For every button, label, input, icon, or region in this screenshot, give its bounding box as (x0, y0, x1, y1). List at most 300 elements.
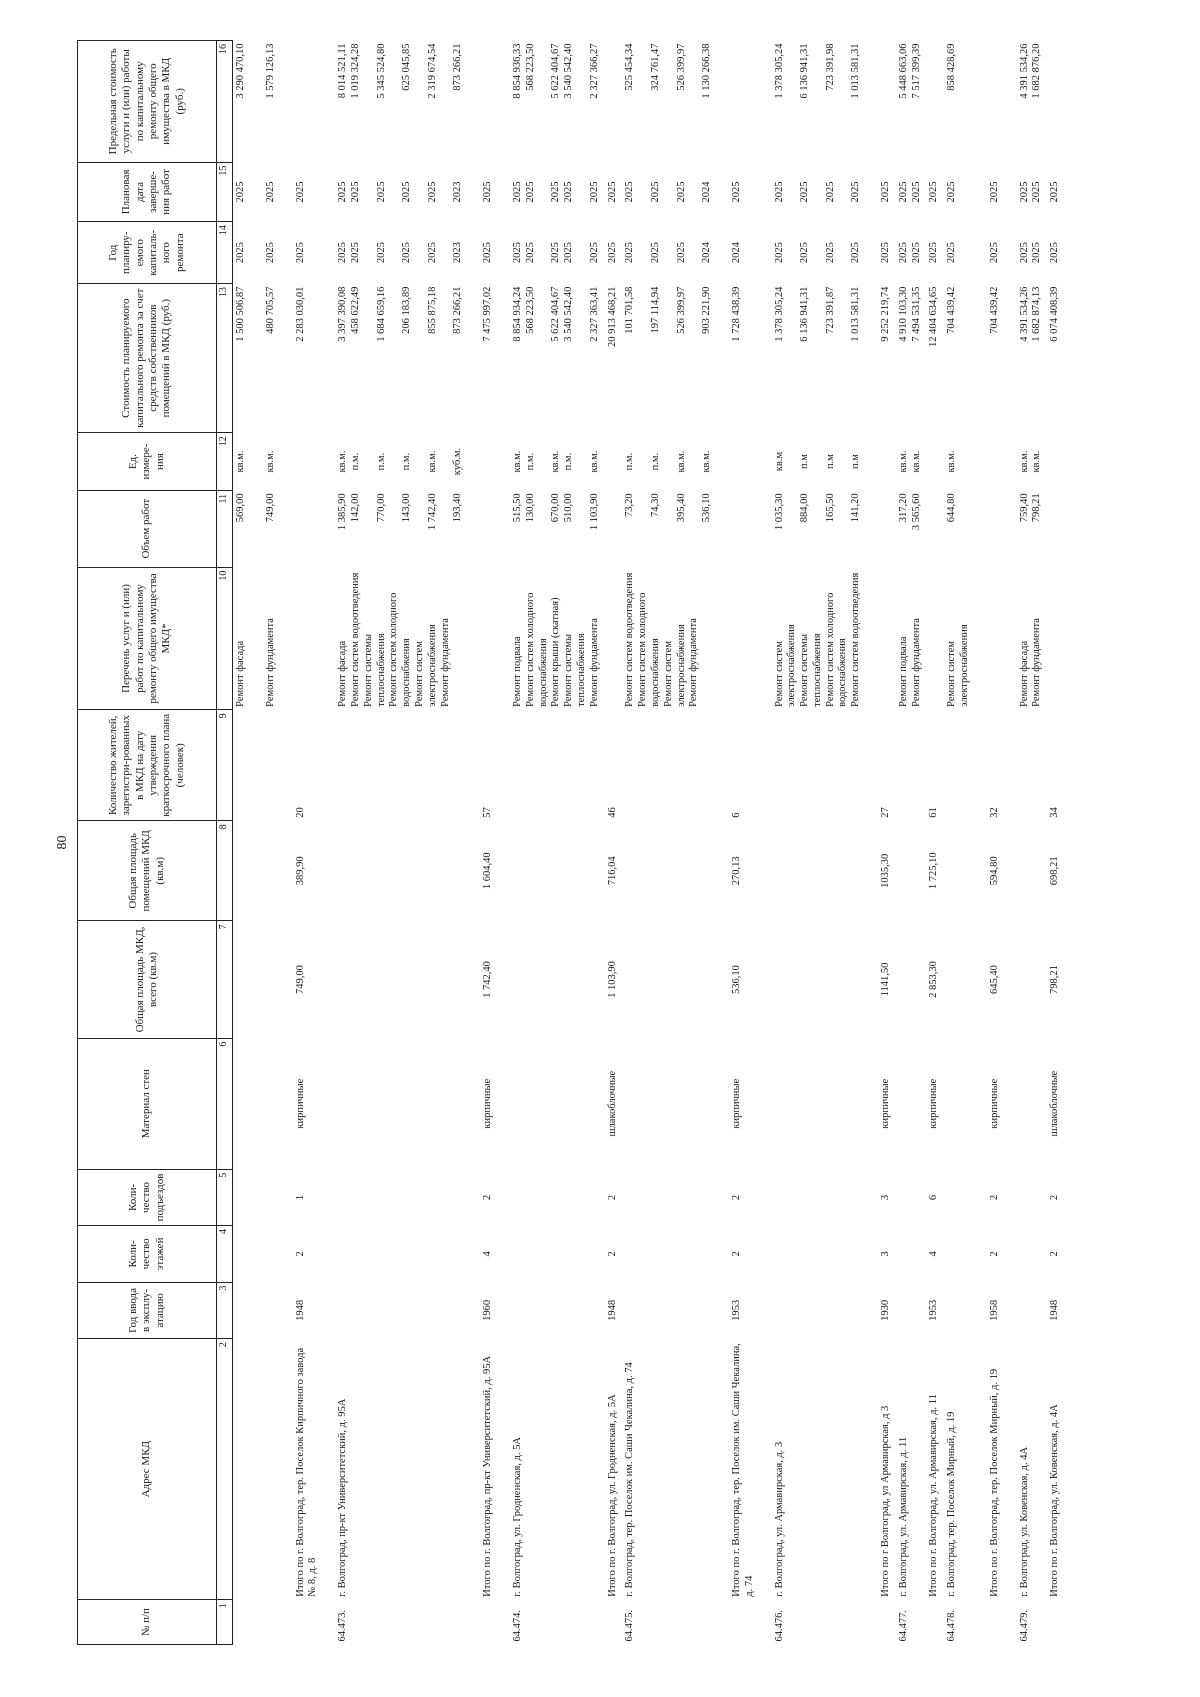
unit-cell (973, 433, 1003, 491)
volume-cell-line: 395,40 (675, 493, 687, 523)
column-header: Ед. измере-ния (78, 433, 217, 491)
column-number: 11 (217, 490, 233, 567)
plan-year-cell (321, 222, 466, 284)
completion-date-cell-line: 2025 (511, 181, 523, 203)
completion-date-cell-line: 2025 (624, 181, 636, 203)
rooms-area-cell (758, 821, 865, 921)
completion-date-cell-line: 2025 (264, 181, 276, 203)
works-cell-line: Ремонт фасада (337, 640, 349, 707)
total-row (715, 41, 758, 1645)
volume-cell-line: 536,10 (701, 493, 713, 523)
plan-year-cell-line: 2025 (799, 242, 811, 264)
column-header: Стоимость планируемого капитального ремонта за счет средств собственников помещений в МКД (руб.) (78, 284, 217, 433)
cost-cell-line: 4 910 103,30 (897, 286, 909, 342)
plan-year-cell-line: 2025 (850, 242, 862, 264)
completion-date-cell-line (812, 165, 825, 219)
year-cell (894, 1282, 925, 1338)
plan-year-cell-line: 2023 (452, 242, 464, 264)
volume-cell-line: 670,00 (550, 493, 562, 523)
address-cell: Итого по г. Волгоград, тер. Поселок Кирпичного завода № 8, д. 8 (294, 1347, 319, 1597)
floors-cell (942, 1226, 973, 1282)
address-cell: г. Волгоград, ул. Гродненская, д. 5А (511, 1437, 523, 1597)
plan-year-cell-line: 2025 (606, 242, 618, 264)
plan-year-cell-line: 2025 (946, 242, 958, 264)
works-cell-line: Ремонт систем холодного водоснабжения (637, 592, 661, 707)
plan-year-cell-line: 2025 (426, 242, 438, 264)
year-cell: 1953 (928, 1299, 940, 1321)
column-header: Год ввода в эксплу-атацию (78, 1282, 217, 1338)
volume-cell-line: 3 565,60 (910, 493, 922, 531)
works-cell-line: Ремонт подвала (897, 636, 909, 707)
completion-date-cell (1003, 162, 1046, 222)
works-cell-line: Ремонт фундамента (910, 618, 922, 707)
table-row (496, 41, 603, 1645)
total-area-cell (942, 921, 973, 1038)
works-cell (620, 567, 715, 710)
year-cell (620, 1282, 715, 1338)
row-number: 64.478. (946, 1610, 958, 1642)
year-cell: 1958 (988, 1299, 1000, 1321)
total-area-cell: 749,00 (294, 965, 306, 994)
cost-cell-line: 3 540 542,40 (563, 286, 575, 342)
completion-date-cell-line: 2025 (649, 181, 661, 203)
limit-cost-cell (321, 41, 466, 163)
plan-year-cell (466, 222, 496, 284)
cost-cell-line: 1 500 506,87 (235, 286, 246, 342)
column-header: Общая площадь МКД, всего (кв.м) (78, 921, 217, 1038)
plan-year-cell-line (837, 225, 850, 281)
unit-cell-line: п.м (850, 454, 862, 469)
completion-date-cell (603, 162, 621, 222)
plan-year-cell-line: 2025 (675, 242, 687, 264)
row-number (603, 1600, 621, 1645)
total-area-cell (321, 921, 466, 1038)
plan-year-cell (758, 222, 865, 284)
wall-material-cell: кирпичные (294, 1078, 306, 1129)
total-area-cell: 1141,50 (880, 962, 892, 997)
total-row (973, 41, 1003, 1645)
residents-cell (321, 710, 466, 821)
completion-date-cell (496, 162, 603, 222)
volume-cell (715, 490, 758, 567)
column-number: 13 (217, 284, 233, 433)
limit-cost-cell-line (812, 44, 825, 160)
cost-cell-line (576, 287, 589, 430)
works-cell-line: Ремонт фасада (235, 640, 246, 707)
plan-year-cell (1045, 222, 1063, 284)
column-number: 12 (217, 433, 233, 491)
table-row (233, 41, 249, 1645)
limit-cost-cell (1045, 41, 1063, 163)
works-cell-line: Ремонт фундамента (688, 618, 700, 707)
entrances-cell: 2 (482, 1194, 494, 1201)
limit-cost-cell (942, 41, 973, 163)
plan-year-cell (279, 222, 322, 284)
year-cell: 1948 (1049, 1299, 1061, 1321)
plan-year-cell (249, 222, 279, 284)
entrances-cell (233, 1169, 249, 1225)
completion-date-cell-line (837, 165, 850, 219)
plan-year-cell (603, 222, 621, 284)
volume-cell-line: 1 103,90 (588, 493, 600, 531)
volume-cell-line: 143,00 (401, 493, 413, 523)
works-cell (1003, 567, 1046, 710)
column-header: Объем работ (78, 490, 217, 567)
residents-cell (758, 710, 865, 821)
volume-cell (466, 490, 496, 567)
address-cell: г. Волгоград, тер. Поселок Мирный, д. 19 (946, 1411, 958, 1597)
row-number (715, 1600, 758, 1645)
plan-year-cell (864, 222, 894, 284)
limit-cost-cell (466, 41, 496, 163)
plan-year-cell-line: 2025 (401, 242, 413, 264)
works-cell (496, 567, 603, 710)
cost-cell-line: 5 622 404,67 (550, 286, 562, 342)
limit-cost-cell-line (538, 44, 551, 160)
works-cell-line: Ремонт фундамента (264, 618, 276, 707)
wall-material-cell: кирпичные (880, 1078, 892, 1129)
works-cell-line: Ремонт систем холодного водоснабжения (524, 592, 549, 707)
row-number (1045, 1600, 1063, 1645)
address-cell: Итого по г. Волгоград, ул. Гродненская, д. 5А (606, 1394, 618, 1597)
rooms-area-cell: 1 604,40 (482, 852, 494, 890)
column-number-row (217, 41, 233, 1645)
volume-cell (973, 490, 1003, 567)
entrances-cell: 2 (988, 1194, 1000, 1201)
limit-cost-cell (1003, 41, 1046, 163)
limit-cost-cell-line (388, 44, 401, 160)
volume-cell (894, 490, 925, 567)
plan-year-cell-line (812, 225, 825, 281)
total-area-cell: 645,40 (988, 965, 1000, 994)
column-header: Материал стен (78, 1038, 217, 1169)
unit-cell-line (414, 436, 427, 488)
limit-cost-cell-line (837, 44, 850, 160)
residents-cell (249, 710, 279, 821)
works-cell-line: Ремонт систем электроснабжения (946, 624, 971, 707)
cost-cell-line (837, 287, 850, 430)
limit-cost-cell-line: 2 319 674,54 (426, 43, 438, 99)
row-number: 64.479. (1018, 1610, 1030, 1642)
works-cell (942, 567, 973, 710)
volume-cell (942, 490, 973, 567)
residents-cell: 6 (730, 812, 742, 818)
residents-cell: 34 (1049, 807, 1061, 818)
wall-material-cell (620, 1038, 715, 1169)
floors-cell: 2 (606, 1251, 618, 1257)
year-cell (1003, 1282, 1046, 1338)
completion-date-cell-line: 2025 (988, 181, 1000, 203)
cost-cell-line: 9 252 219,74 (880, 286, 892, 342)
unit-cell-line: кв.м. (550, 450, 562, 473)
cost-cell (1003, 284, 1046, 433)
cost-cell-line: 7 494 531,35 (910, 286, 922, 342)
unit-cell-line: п.м. (649, 452, 661, 471)
plan-year-cell (496, 222, 603, 284)
completion-date-cell-line: 2025 (824, 181, 836, 203)
total-row (603, 41, 621, 1645)
limit-cost-cell (758, 41, 865, 163)
table-row (758, 41, 865, 1645)
row-number (466, 1600, 496, 1645)
completion-date-cell-line: 2025 (349, 181, 361, 203)
plan-year-cell-line (786, 225, 799, 281)
cost-cell (233, 284, 249, 433)
cost-cell-line (688, 287, 701, 430)
completion-date-cell (924, 162, 942, 222)
wall-material-cell (249, 1038, 279, 1169)
unit-cell-line (786, 436, 799, 488)
limit-cost-cell (249, 41, 279, 163)
column-header: Коли-чество подъездов (78, 1169, 217, 1225)
limit-cost-cell (603, 41, 621, 163)
limit-cost-cell (894, 41, 925, 163)
entrances-cell (496, 1169, 603, 1225)
year-cell: 1948 (294, 1299, 306, 1321)
floors-cell: 2 (294, 1251, 306, 1257)
works-cell-line: Ремонт системы теплоснабжения (563, 633, 587, 707)
plan-year-cell-line: 2025 (588, 242, 600, 264)
completion-date-cell (321, 162, 466, 222)
plan-year-cell-line (363, 225, 376, 281)
cost-cell-line (663, 287, 676, 430)
address-cell: Итого по г. Волгоград, ул. Ковенская, д. 4А (1049, 1404, 1061, 1597)
entrances-cell: 2 (1049, 1194, 1061, 1201)
cost-cell (1045, 284, 1063, 433)
cost-cell-line: 1 682 874,13 (1031, 286, 1043, 342)
works-cell (249, 567, 279, 710)
unit-cell (758, 433, 865, 491)
page-number: 80 (55, 835, 70, 850)
volume-cell-line (663, 493, 676, 564)
floors-cell: 3 (880, 1251, 892, 1257)
completion-date-cell-line (440, 165, 453, 219)
unit-cell-line: кв.м. (675, 450, 687, 473)
rooms-area-cell: 389,90 (294, 856, 306, 886)
year-cell (249, 1282, 279, 1338)
works-cell-line: Ремонт систем водоотведения (850, 572, 862, 707)
completion-date-cell-line: 2024 (701, 181, 713, 203)
plan-year-cell-line: 2025 (482, 242, 494, 264)
address-cell (249, 1339, 279, 1600)
residents-cell: 46 (606, 807, 618, 818)
volume-cell-line: 130,00 (524, 493, 536, 523)
completion-date-cell-line: 2025 (910, 181, 922, 203)
row-number: 64.474. (511, 1610, 523, 1642)
volume-cell-line: 749,00 (264, 493, 276, 523)
row-number: 64.475. (624, 1610, 636, 1642)
completion-date-cell-line (637, 165, 650, 219)
total-area-cell (496, 921, 603, 1038)
address-cell: г. Волгоград, ул. Армавирская, д. 11 (897, 1436, 909, 1597)
unit-cell-line (363, 436, 376, 488)
volume-cell-line (538, 493, 551, 564)
volume-cell (620, 490, 715, 567)
volume-cell-line: 1 385,90 (337, 493, 349, 531)
plan-year-cell-line: 2025 (294, 242, 306, 264)
volume-cell (321, 490, 466, 567)
plan-year-cell-line (663, 225, 676, 281)
cost-cell-line: 20 913 468,21 (606, 286, 618, 347)
cost-cell (715, 284, 758, 433)
residents-cell: 27 (880, 807, 892, 818)
column-number: 6 (217, 1038, 233, 1169)
unit-cell (715, 433, 758, 491)
completion-date-cell (758, 162, 865, 222)
unit-cell-line: кв.м. (701, 450, 713, 473)
entrances-cell (758, 1169, 865, 1225)
completion-date-cell-line: 2025 (773, 181, 785, 203)
unit-cell-line: кв.м. (264, 450, 276, 473)
unit-cell-line: кв.м. (1031, 450, 1043, 473)
limit-cost-cell-line: 3 540 542,40 (563, 43, 575, 99)
unit-cell-line: п.м (824, 454, 836, 469)
unit-cell-line: п.м. (524, 452, 536, 471)
volume-cell-line: 510,00 (563, 493, 575, 523)
wall-material-cell: шлакоблочные (606, 1070, 618, 1137)
unit-cell-line (388, 436, 401, 488)
total-area-cell: 798,21 (1049, 965, 1061, 994)
cost-cell-line: 855 875,18 (426, 286, 438, 334)
completion-date-cell-line: 2025 (588, 181, 600, 203)
completion-date-cell-line: 2025 (337, 181, 349, 203)
limit-cost-cell-line: 7 517 399,39 (910, 43, 922, 99)
works-cell (715, 567, 758, 710)
cost-cell-line: 1 684 659,16 (375, 286, 387, 342)
entrances-cell: 6 (928, 1194, 940, 1201)
cost-cell-line: 903 221,90 (701, 286, 713, 334)
column-number: 8 (217, 821, 233, 921)
total-area-cell: 1 742,40 (482, 961, 494, 998)
completion-date-cell-line: 2025 (675, 181, 687, 203)
rooms-area-cell (249, 821, 279, 921)
table-row (894, 41, 925, 1645)
works-cell-line: Ремонт подвала (511, 636, 523, 707)
works-cell-line: Ремонт фундамента (439, 618, 451, 707)
completion-date-cell-line: 2025 (850, 181, 862, 203)
cost-cell-line: 723 391,87 (824, 286, 836, 334)
year-cell: 1960 (482, 1299, 494, 1321)
works-cell-line: Ремонт систем электроснабжения (662, 624, 687, 707)
cost-cell-line: 1 378 305,24 (773, 286, 785, 342)
entrances-cell (249, 1169, 279, 1225)
completion-date-cell-line: 2025 (897, 181, 909, 203)
volume-cell (233, 490, 249, 567)
limit-cost-cell-line (688, 44, 701, 160)
limit-cost-cell-line: 6 136 941,31 (799, 43, 811, 99)
address-cell: г. Волгоград, ул. Армавирская, д. 3 (773, 1441, 785, 1597)
completion-date-cell-line: 2025 (426, 181, 438, 203)
entrances-cell (894, 1169, 925, 1225)
plan-year-cell-line (538, 225, 551, 281)
works-cell-line: Ремонт систем водоотведения (624, 572, 636, 707)
unit-cell-line: кв.м. (235, 450, 246, 473)
column-header: Адрес МКД (78, 1339, 217, 1600)
column-number: 16 (217, 41, 233, 163)
wall-material-cell (894, 1038, 925, 1169)
wall-material-cell: кирпичные (988, 1078, 1000, 1129)
unit-cell (321, 433, 466, 491)
row-number (973, 1600, 1003, 1645)
plan-year-cell (942, 222, 973, 284)
entrances-cell (1003, 1169, 1046, 1225)
cost-cell-line: 3 397 390,08 (337, 286, 349, 342)
total-row (864, 41, 894, 1645)
column-header: Количество жителей, зарегистри-рованных в МКД на дату утверждения краткосрочного плана (человек) (78, 710, 217, 821)
limit-cost-cell (620, 41, 715, 163)
limit-cost-cell-line: 2 327 366,27 (588, 43, 600, 99)
cost-cell-line (538, 287, 551, 430)
cost-cell-line: 8 854 934,24 (511, 286, 523, 342)
completion-date-cell (715, 162, 758, 222)
plan-year-cell-line: 2025 (337, 242, 349, 264)
rooms-area-cell: 716,04 (606, 856, 618, 886)
completion-date-cell-line (414, 165, 427, 219)
works-cell (924, 567, 942, 710)
works-cell-line: Ремонт фасада (1018, 640, 1030, 707)
table-row (249, 41, 279, 1645)
total-area-cell (249, 921, 279, 1038)
completion-date-cell-line: 2025 (482, 181, 494, 203)
wall-material-cell (233, 1038, 249, 1169)
volume-cell-line (837, 493, 850, 564)
limit-cost-cell-line: 5 448 663,06 (897, 43, 909, 99)
year-cell (233, 1282, 249, 1338)
unit-cell-line: куб.м. (452, 447, 464, 476)
unit-cell-line (576, 436, 589, 488)
completion-date-cell-line: 2025 (375, 181, 387, 203)
completion-date-cell-line: 2025 (880, 181, 892, 203)
limit-cost-cell-line (786, 44, 799, 160)
completion-date-cell-line (538, 165, 551, 219)
plan-year-cell-line (576, 225, 589, 281)
cost-cell-line: 2 283 030,01 (294, 286, 306, 342)
completion-date-cell (279, 162, 322, 222)
address-cell: Итого по г. Волгоград, тер. Поселок им. Саши Чекалина, д. 74 (730, 1343, 755, 1597)
column-number: 15 (217, 162, 233, 222)
unit-cell-line: кв.м. (946, 450, 958, 473)
limit-cost-cell-line: 723 391,98 (824, 43, 836, 91)
residents-cell (942, 710, 973, 821)
unit-cell (894, 433, 925, 491)
rooms-area-cell (233, 821, 249, 921)
unit-cell-line: кв.м. (910, 450, 922, 473)
cost-cell-line (388, 287, 401, 430)
limit-cost-cell-line (440, 44, 453, 160)
cost-cell-line (414, 287, 427, 430)
volume-cell-line: 317,20 (897, 493, 909, 523)
cost-cell-line: 4 391 534,26 (1018, 286, 1030, 342)
limit-cost-cell (233, 41, 249, 163)
unit-cell-line: кв.м. (426, 450, 438, 473)
plan-year-cell-line: 2025 (524, 242, 536, 264)
volume-cell-line (688, 493, 701, 564)
plan-year-cell-line: 2025 (624, 242, 636, 264)
completion-date-cell-line (388, 165, 401, 219)
works-cell (321, 567, 466, 710)
column-number: 7 (217, 921, 233, 1038)
total-row (279, 41, 322, 1645)
works-cell (864, 567, 894, 710)
residents-cell (894, 710, 925, 821)
plan-year-cell-line: 2025 (988, 242, 1000, 264)
total-row (924, 41, 942, 1645)
floors-cell (249, 1226, 279, 1282)
limit-cost-cell-line: 1 378 305,24 (773, 43, 785, 99)
year-cell: 1948 (606, 1299, 618, 1321)
floors-cell: 4 (928, 1251, 940, 1257)
volume-cell (864, 490, 894, 567)
